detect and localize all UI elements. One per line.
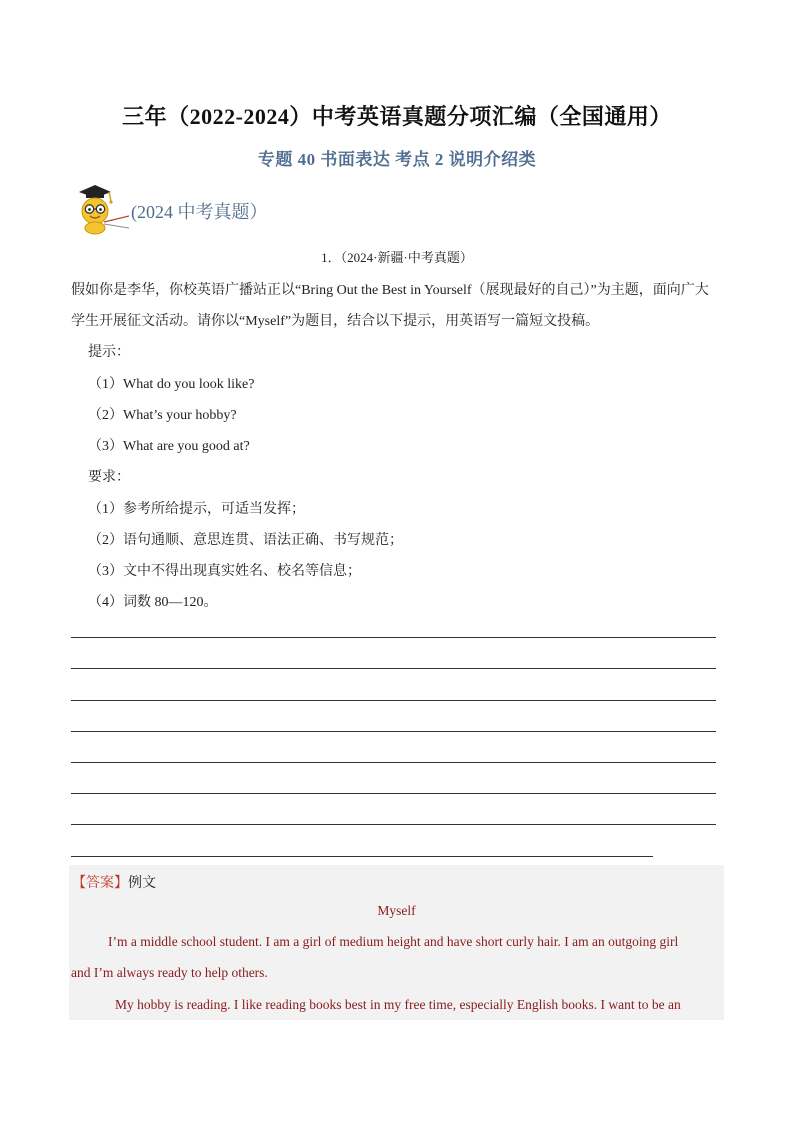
essay-line: and I’m always ready to help others. — [71, 965, 268, 980]
essay-line: I’m a middle school student. I am a girl of medium height and have short curly hair. I am an outgoing girl — [108, 934, 679, 949]
writing-line[interactable] — [71, 762, 716, 763]
answer-label: 【答案】 — [72, 876, 128, 891]
writing-line[interactable] — [71, 731, 716, 732]
requirement-item: （3）文中不得出现真实姓名、校名等信息； — [88, 564, 361, 579]
hint-item: （2）What’s your hobby? — [88, 408, 237, 423]
writing-line[interactable] — [71, 700, 716, 701]
hint-item: （1）What do you look like? — [88, 377, 255, 392]
writing-line[interactable] — [71, 856, 653, 857]
writing-line[interactable] — [71, 668, 716, 669]
writing-line[interactable] — [71, 637, 716, 638]
page-subtitle: 专题 40 书面表达 考点 2 说明介绍类 — [257, 150, 537, 169]
requirement-item: （2）语句通顺、意思连贯、语法正确、书写规范； — [88, 533, 403, 548]
answer-label-suffix: 例文 — [128, 876, 156, 891]
section-year-heading: (2024 中考真题） — [131, 202, 268, 222]
hint-item: （3）What are you good at? — [88, 439, 250, 454]
student-mascot-icon — [71, 182, 131, 236]
writing-line[interactable] — [71, 793, 716, 794]
requirements-label: 要求： — [88, 470, 130, 485]
essay-line: My hobby is reading. I like reading books best in my free time, especially English books. I want to be an — [115, 997, 681, 1012]
answer-header — [72, 872, 156, 892]
requirement-item: （4）词数 80—120。 — [88, 595, 218, 610]
prompt-line-2: 学生开展征文活动。请你以“Myself”为题目，结合以下提示，用英语写一篇短文投稿。 — [71, 314, 600, 329]
writing-line[interactable] — [71, 824, 716, 825]
question-number: 1．（2024·新疆·中考真题） — [321, 250, 473, 265]
page-title: 三年（2022-2024）中考英语真题分项汇编（全国通用） — [122, 104, 672, 129]
answer-box — [69, 865, 724, 1020]
hints-label: 提示： — [88, 345, 130, 360]
prompt-line-1: 假如你是李华，你校英语广播站正以“Bring Out the Best in Yourself（展现最好的自己）”为主题，面向广大 — [71, 283, 709, 298]
requirement-item: （1）参考所给提示，可适当发挥； — [88, 502, 305, 517]
essay-title: Myself — [377, 903, 416, 918]
